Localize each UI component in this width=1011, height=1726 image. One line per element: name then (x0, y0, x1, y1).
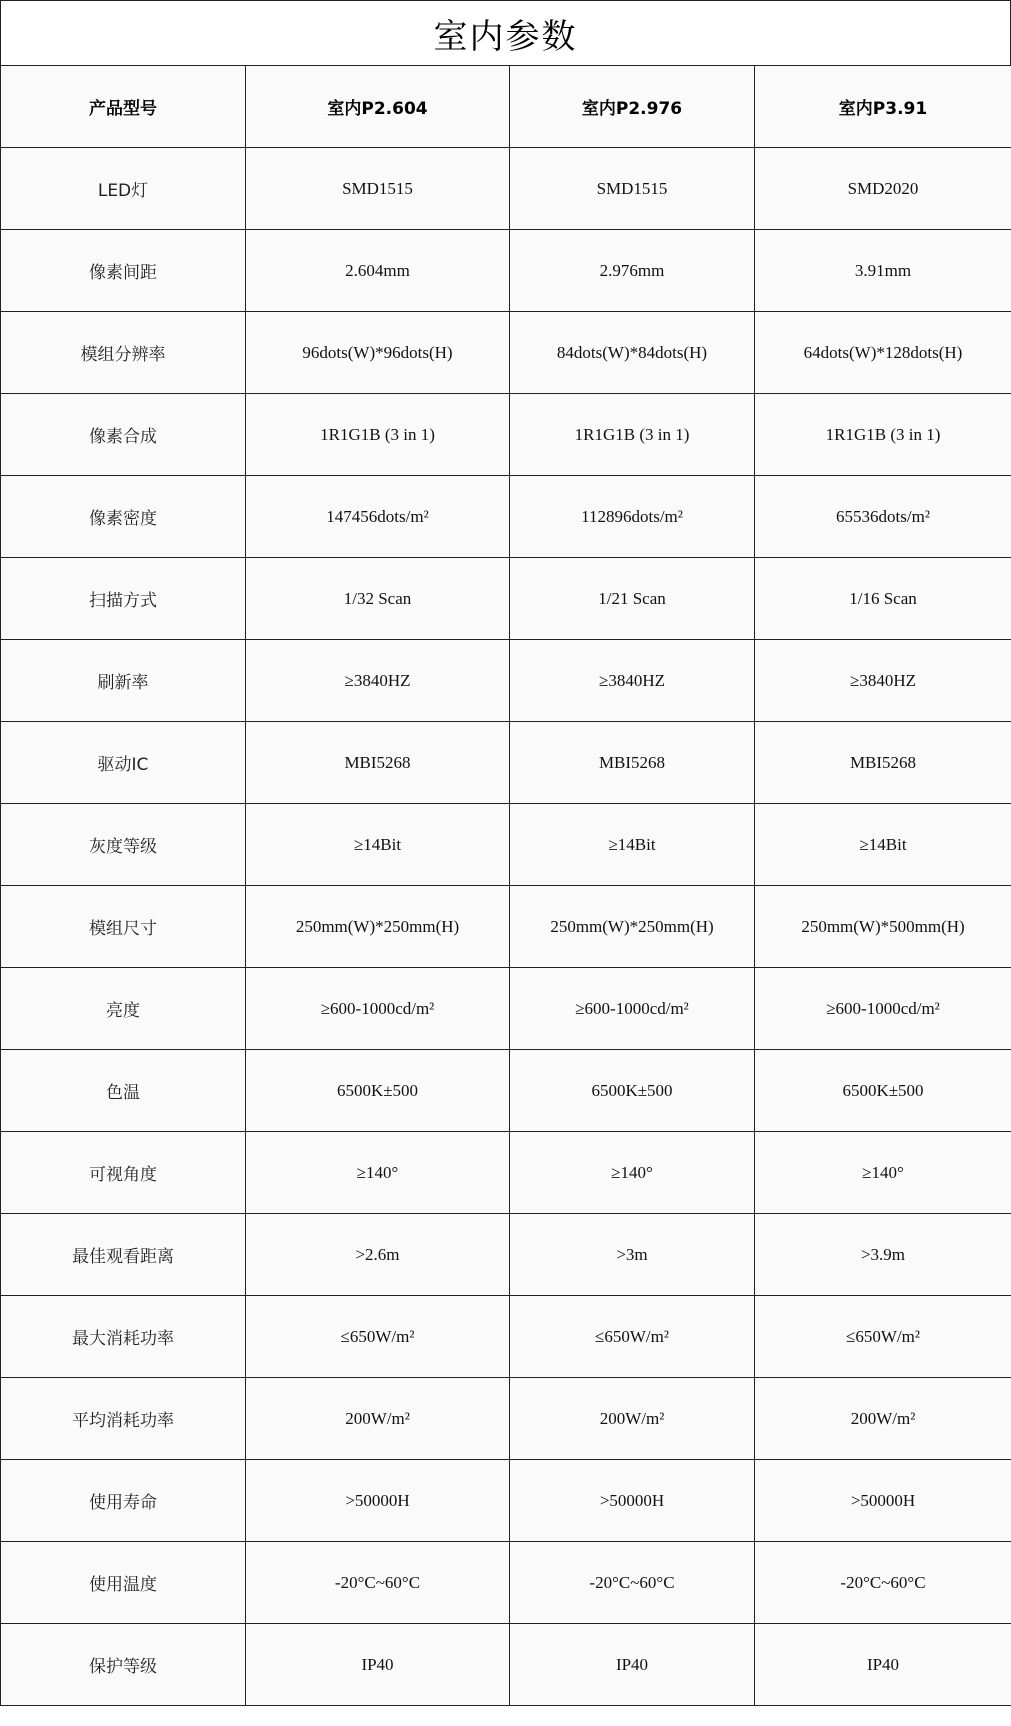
cell-p2604: 1R1G1B (3 in 1) (246, 394, 510, 476)
table-row (1, 886, 1011, 968)
table-row (1, 558, 1011, 640)
cell-p2976: ≥14Bit (510, 804, 755, 886)
cell-p2976: 200W/m² (510, 1378, 755, 1460)
table-row (1, 1050, 1011, 1132)
table-row (1, 1624, 1011, 1706)
header-cell-p2604: 室内P2.604 (246, 66, 510, 148)
table-row (1, 968, 1011, 1050)
table-row (1, 722, 1011, 804)
table-row (1, 1132, 1011, 1214)
cell-p2976: 84dots(W)*84dots(H) (510, 312, 755, 394)
row-label: 像素合成 (1, 394, 246, 476)
row-label: 色温 (1, 1050, 246, 1132)
cell-p2976: >50000H (510, 1460, 755, 1542)
cell-p391: 1R1G1B (3 in 1) (755, 394, 1011, 476)
cell-p2604: ≥14Bit (246, 804, 510, 886)
cell-p391: 200W/m² (755, 1378, 1011, 1460)
table-row (1, 1214, 1011, 1296)
row-label: 扫描方式 (1, 558, 246, 640)
cell-p2976: IP40 (510, 1624, 755, 1706)
cell-p391: 250mm(W)*500mm(H) (755, 886, 1011, 968)
row-label: 最佳观看距离 (1, 1214, 246, 1296)
page-title: 室内参数 (0, 0, 1011, 66)
table-row (1, 804, 1011, 886)
table-body (1, 148, 1011, 1706)
row-label: 像素密度 (1, 476, 246, 558)
header-cell-p391: 室内P3.91 (755, 66, 1011, 148)
table-row (1, 1460, 1011, 1542)
cell-p391: ≥14Bit (755, 804, 1011, 886)
cell-p2976: ≥3840HZ (510, 640, 755, 722)
cell-p391: >3.9m (755, 1214, 1011, 1296)
cell-p391: 64dots(W)*128dots(H) (755, 312, 1011, 394)
cell-p391: SMD2020 (755, 148, 1011, 230)
cell-p2976: -20°C~60°C (510, 1542, 755, 1624)
cell-p2976: 1R1G1B (3 in 1) (510, 394, 755, 476)
cell-p2976: 1/21 Scan (510, 558, 755, 640)
cell-p391: IP40 (755, 1624, 1011, 1706)
cell-p2604: ≥600-1000cd/m² (246, 968, 510, 1050)
cell-p2604: 147456dots/m² (246, 476, 510, 558)
cell-p2604: MBI5268 (246, 722, 510, 804)
row-label: 最大消耗功率 (1, 1296, 246, 1378)
table-row (1, 1378, 1011, 1460)
cell-p2604: 6500K±500 (246, 1050, 510, 1132)
row-label: 保护等级 (1, 1624, 246, 1706)
row-label: 使用温度 (1, 1542, 246, 1624)
header-cell-p2976: 室内P2.976 (510, 66, 755, 148)
spec-table (0, 65, 1011, 1706)
cell-p2976: SMD1515 (510, 148, 755, 230)
table-row (1, 1542, 1011, 1624)
cell-p391: 6500K±500 (755, 1050, 1011, 1132)
row-label: 亮度 (1, 968, 246, 1050)
cell-p2976: MBI5268 (510, 722, 755, 804)
row-label: 刷新率 (1, 640, 246, 722)
cell-p2976: ≥600-1000cd/m² (510, 968, 755, 1050)
row-label: 使用寿命 (1, 1460, 246, 1542)
cell-p2604: ≤650W/m² (246, 1296, 510, 1378)
cell-p391: MBI5268 (755, 722, 1011, 804)
header-cell-model: 产品型号 (1, 66, 246, 148)
cell-p2604: 96dots(W)*96dots(H) (246, 312, 510, 394)
cell-p2604: -20°C~60°C (246, 1542, 510, 1624)
cell-p2604: SMD1515 (246, 148, 510, 230)
table-row (1, 394, 1011, 476)
cell-p2604: ≥3840HZ (246, 640, 510, 722)
cell-p391: -20°C~60°C (755, 1542, 1011, 1624)
cell-p391: ≥3840HZ (755, 640, 1011, 722)
table-row (1, 148, 1011, 230)
row-label: 可视角度 (1, 1132, 246, 1214)
cell-p391: ≤650W/m² (755, 1296, 1011, 1378)
row-label: 灰度等级 (1, 804, 246, 886)
cell-p2976: 2.976mm (510, 230, 755, 312)
cell-p391: ≥600-1000cd/m² (755, 968, 1011, 1050)
cell-p2976: 112896dots/m² (510, 476, 755, 558)
cell-p2976: 250mm(W)*250mm(H) (510, 886, 755, 968)
cell-p391: 3.91mm (755, 230, 1011, 312)
table-row (1, 312, 1011, 394)
cell-p2604: >50000H (246, 1460, 510, 1542)
table-row (1, 230, 1011, 312)
table-row (1, 1296, 1011, 1378)
cell-p2604: 250mm(W)*250mm(H) (246, 886, 510, 968)
cell-p391: 1/16 Scan (755, 558, 1011, 640)
table-row (1, 476, 1011, 558)
row-label: 驱动IC (1, 722, 246, 804)
cell-p2976: ≤650W/m² (510, 1296, 755, 1378)
cell-p2604: >2.6m (246, 1214, 510, 1296)
row-label: 模组分辨率 (1, 312, 246, 394)
cell-p391: >50000H (755, 1460, 1011, 1542)
cell-p391: ≥140° (755, 1132, 1011, 1214)
table-header-row (1, 66, 1011, 148)
cell-p2976: ≥140° (510, 1132, 755, 1214)
row-label: LED灯 (1, 148, 246, 230)
cell-p2604: 2.604mm (246, 230, 510, 312)
row-label: 模组尺寸 (1, 886, 246, 968)
cell-p2976: 6500K±500 (510, 1050, 755, 1132)
cell-p2976: >3m (510, 1214, 755, 1296)
cell-p2604: ≥140° (246, 1132, 510, 1214)
row-label: 平均消耗功率 (1, 1378, 246, 1460)
cell-p2604: 200W/m² (246, 1378, 510, 1460)
table-row (1, 640, 1011, 722)
cell-p2604: IP40 (246, 1624, 510, 1706)
cell-p2604: 1/32 Scan (246, 558, 510, 640)
row-label: 像素间距 (1, 230, 246, 312)
cell-p391: 65536dots/m² (755, 476, 1011, 558)
